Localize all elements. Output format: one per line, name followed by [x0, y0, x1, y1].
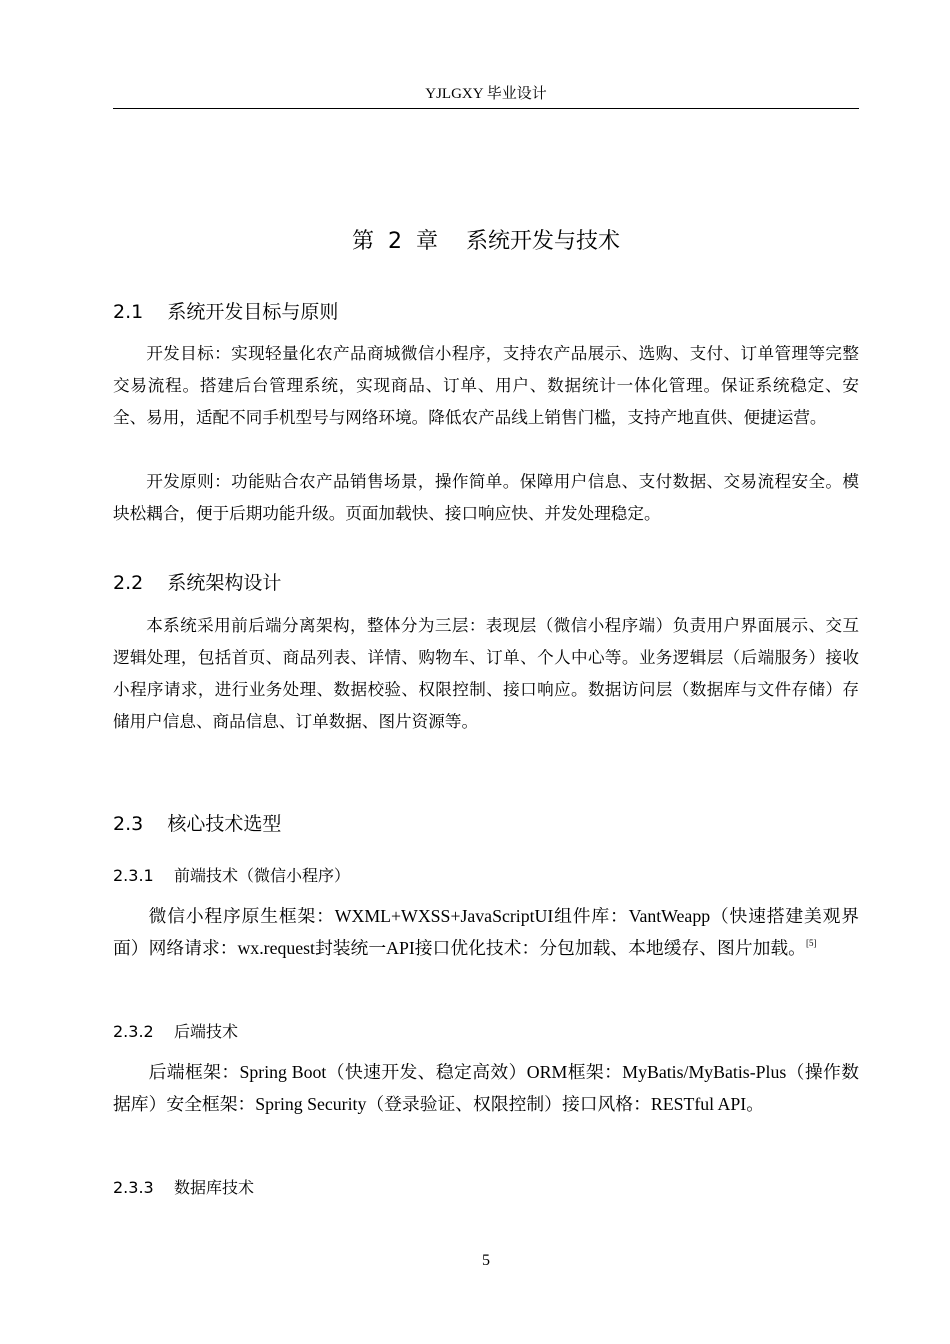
paragraph-development-principles: 开发原则：功能贴合农产品销售场景，操作简单。保障用户信息、支付数据、交易流程安全。模块松耦合，便于后期功能升级。页面加载快、接口响应快、并发处理稳定。	[113, 472, 859, 523]
section-heading-2-1: 2.1 系统开发目标与原则	[113, 301, 339, 323]
paragraph-frontend-tech	[113, 900, 859, 964]
paragraph-architecture: 本系统采用前后端分离架构，整体分为三层：表现层（微信小程序端）负责用户界面展示、交互逻辑处理，包括首页、商品列表、详情、购物车、订单、个人中心等。业务逻辑层（后端服务）接收小程序请求，进行业务处理、数据校验、权限控制、接口响应。数据访问层（数据库与文件存储）存储用户信息、商品信息、订单数据、图片资源等。	[113, 616, 859, 731]
frontend-tech-text: 微信小程序原生框架：WXML+WXSS+JavaScriptUI组件库：VantWeapp（快速搭建美观界面）网络请求：wx.request封装统一API接口优化技术：分包加载、本地缓存、图片加载。	[113, 906, 859, 958]
header-divider	[113, 108, 859, 109]
running-header: YJLGXY 毕业设计	[425, 86, 547, 102]
section-heading-2-2: 2.2 系统架构设计	[113, 572, 282, 594]
page-number: 5	[482, 1252, 490, 1269]
paragraph-backend-tech: 后端框架：Spring Boot（快速开发、稳定高效）ORM框架：MyBatis/MyBatis-Plus（操作数据库）安全框架：Spring Security（登录验证、权限控制）接口风格：RESTful API。	[113, 1062, 859, 1114]
paragraph-development-goals: 开发目标：实现轻量化农产品商城微信小程序，支持农产品展示、选购、支付、订单管理等完整交易流程。搭建后台管理系统，实现商品、订单、用户、数据统计一体化管理。保证系统稳定、安全、易用，适配不同手机型号与网络环境。降低农产品线上销售门槛，支持产地直供、便捷运营。	[113, 344, 859, 427]
section-heading-2-3: 2.3 核心技术选型	[113, 813, 282, 835]
subsection-heading-2-3-3: 2.3.3 数据库技术	[113, 1178, 255, 1197]
citation-marker: [5]	[805, 938, 817, 948]
chapter-title: 第 2 章 系统开发与技术	[352, 229, 620, 254]
subsection-heading-2-3-2: 2.3.2 后端技术	[113, 1022, 239, 1041]
subsection-heading-2-3-1: 2.3.1 前端技术（微信小程序）	[113, 866, 351, 885]
